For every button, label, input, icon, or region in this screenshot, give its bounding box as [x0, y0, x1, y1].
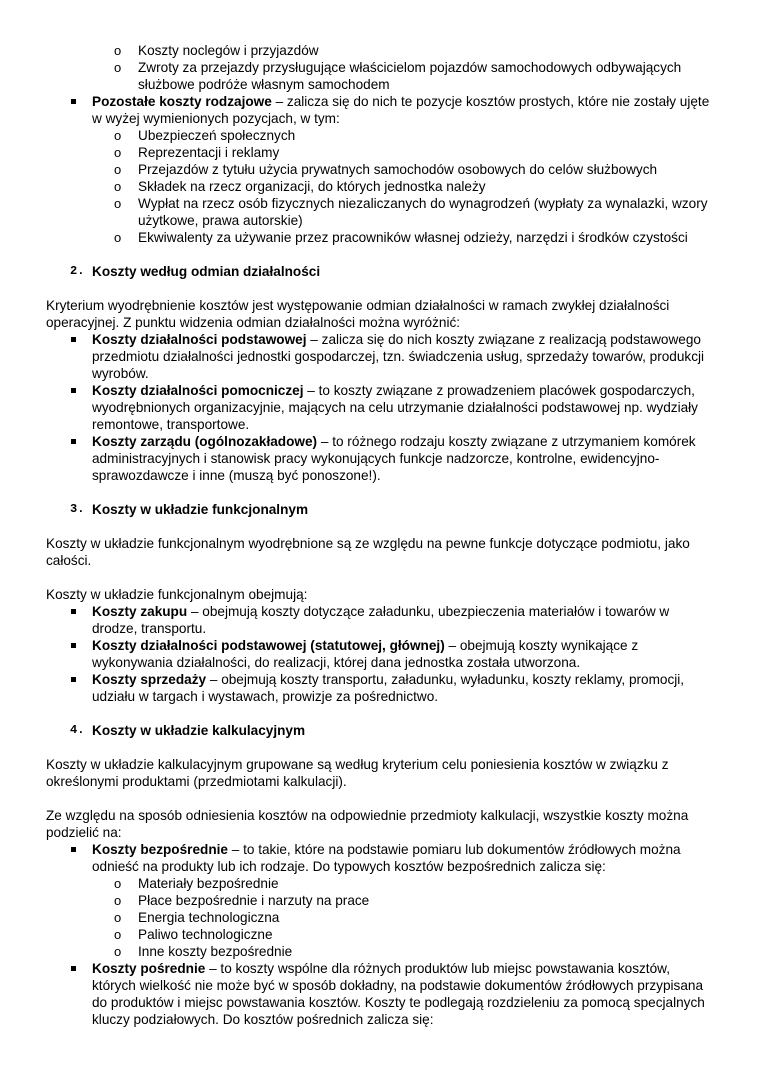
bullet-other-costs: Pozostałe koszty rodzajowe – zalicza się do nich te pozycje kosztów prostych, które nie zostały ujęte w wyżej wymienionych pozycjach, w tym: [70, 93, 714, 127]
list-item: o Materiały bezpośrednie [114, 876, 279, 891]
bullet-marker [70, 637, 92, 671]
bullet-item: Koszty sprzedaży – obejmują koszty transportu, załadunku, wyładunku, koszty reklamy, promocji, udziału w targach i wystawach, prowizje za pośrednictwo. [70, 671, 714, 705]
section3-intro-list: Koszty w układzie funkcjonalnym obejmują: [46, 587, 308, 602]
list-item: o Reprezentacji i reklamy [114, 145, 280, 160]
section3-intro: Koszty w układzie funkcjonalnym wyodrębnione są ze względu na pewne funkcje dotyczące podmiotu, jako całości. [46, 536, 690, 568]
list-item: o Paliwo technologiczne [114, 927, 273, 942]
section-heading-3: 3. Koszty w układzie funkcjonalnym [70, 502, 309, 517]
bullet-item: Koszty zakupu – obejmują koszty dotyczące załadunku, ubezpieczenia materiałów i towarów w drodze, transportu. [70, 603, 714, 637]
list-item: o Składek na rzecz organizacji, do których jednostka należy [114, 179, 486, 194]
document-page [46, 42, 714, 1028]
bullet-marker [70, 671, 92, 705]
list-item: o Przejazdów z tytułu użycia prywatnych samochodów osobowych do celów służbowych [114, 162, 658, 177]
bullet-item: Koszty działalności podstawowej (statutowej, głównej) – obejmują koszty wynikające z wykonywania działalności, do realizacji, której dana jednostka została utworzona. [70, 637, 714, 671]
list-item: o Koszty noclegów i przyjazdów [114, 43, 319, 58]
section2-intro: Kryterium wyodrębnienie kosztów jest występowanie odmian działalności w ramach zwykłej działalności operacyjnej. Z punktu widzenia odmian działalności można wyróżnić: [46, 298, 670, 330]
bullet-direct-costs: Koszty bezpośrednie – to takie, które na podstawie pomiaru lub dokumentów źródłowych można odnieść na produkty lub ich rodzaje. Do typowych kosztów bezpośrednich zalicza się: [70, 841, 714, 875]
list-item: o Płace bezpośrednie i narzuty na prace [114, 893, 370, 908]
list-item: o Ubezpieczeń społecznych [114, 128, 296, 143]
list-item: o Zwroty za przejazdy przysługujące właścicielom pojazdów samochodowych odbywających służbowe podróże własnym samochodem [114, 60, 682, 92]
bullet-indirect-costs: Koszty pośrednie – to koszty wspólne dla różnych produktów lub miejsc powstawania kosztów, których wielkość nie może być w sposób dokładny, na podstawie dokumentów źródłowych przypisana do produktów i miejsc powstawania kosztów. Koszty te podlegają rozdzieleniu za pomocą specjalnych kluczy podziałowych. Do kosztów pośrednich zalicza się: [70, 960, 714, 1028]
bullet-marker [70, 93, 92, 127]
bullet-marker [70, 433, 92, 484]
bullet-item: Koszty zarządu (ogólnozakładowe) – to różnego rodzaju koszty związane z utrzymaniem komórek administracyjnych i stanowisk pracy wykonujących funkcje nadzorcze, kontrolne, ewidencyjno-sprawozdawcze i inne (muszą być ponoszone!). [70, 433, 714, 484]
section4-intro-list: Ze względu na sposób odniesienia kosztów na odpowiednie przedmioty kalkulacji, wszystkie koszty można podzielić na: [46, 808, 689, 840]
bullet-marker [70, 603, 92, 637]
section-heading-2: 2. Koszty według odmian działalności [70, 264, 321, 279]
bullet-marker [70, 331, 92, 382]
bullet-marker [70, 382, 92, 433]
section-heading-4: 4. Koszty w układzie kalkulacyjnym [70, 723, 306, 738]
list-item: o Inne koszty bezpośrednie [114, 944, 293, 959]
list-item: o Energia technologiczna [114, 910, 280, 925]
bullet-marker [70, 960, 92, 1028]
list-item: o Ekwiwalenty za używanie przez pracowników własnej odzieży, narzędzi i środków czystości [114, 230, 688, 245]
bullet-marker [70, 841, 92, 875]
list-item: o Wypłat na rzecz osób fizycznych niezaliczanych do wynagrodzeń (wypłaty za wynalazki, wzory użytkowe, prawa autorskie) [114, 196, 708, 228]
section4-intro: Koszty w układzie kalkulacyjnym grupowane są według kryterium celu poniesienia kosztów w związku z określonymi produktami (przedmiotami kalkulacji). [46, 757, 669, 789]
bullet-item: Koszty działalności pomocniczej – to koszty związane z prowadzeniem placówek gospodarczych, wyodrębnionych organizacyjnie, mających na celu utrzymanie działalności podstawowej np. wydziały remontowe, transportowe. [70, 382, 714, 433]
bullet-item: Koszty działalności podstawowej – zalicza się do nich koszty związane z realizacją podstawowego przedmiotu działalności jednostki gospodarczej, tzn. świadczenia usług, sprzedaży towarów, produkcji wyrobów. [70, 331, 714, 382]
